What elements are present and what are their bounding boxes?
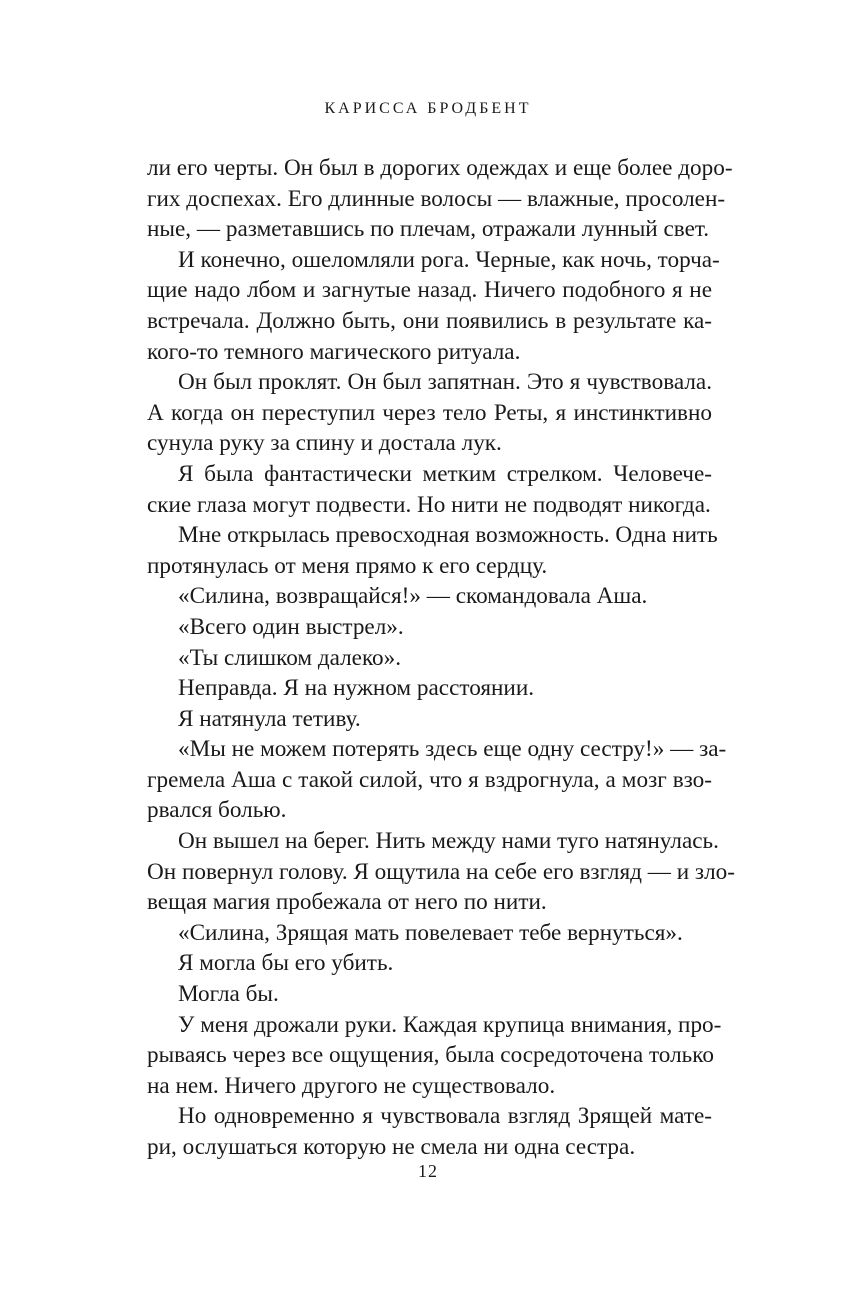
text-line: ные, — разметавшись по плечам, отражали лунный свет. <box>147 216 710 243</box>
text-line: ри, ослушаться которую не смела ни одна сестра. <box>147 1134 636 1160</box>
text-line: А когда он переступил через тело Реты, я инстинктивно <box>147 399 712 426</box>
text-line: рвался болью. <box>147 797 287 824</box>
text-line: «Мы не можем потерять здесь еще одну сестру!» — за- <box>178 736 727 763</box>
text-line: Я натянула тетиву. <box>178 705 361 732</box>
text-line: ли его черты. Он был в дорогих одеждах и еще более доро- <box>147 155 733 181</box>
page-number: 12 <box>418 1161 438 1181</box>
text-line: кого-то темного магического ритуала. <box>147 338 521 365</box>
text-line: Но одновременно я чувствовала взгляд Зрящей мате- <box>178 1103 712 1130</box>
text-line: встречала. Должно быть, они появились в результате ка- <box>147 307 712 334</box>
text-line: ские глаза могут подвести. Но нити не подводят никогда. <box>147 491 711 518</box>
text-line: Я была фантастически метким стрелком. Человече- <box>178 460 712 487</box>
text-line: И конечно, ошеломляли рога. Черные, как ночь, торча- <box>178 246 720 273</box>
text-line: гремела Аша с такой силой, что я вздрогнула, а мозг взо- <box>147 766 712 793</box>
text-line: вещая магия пробежала от него по нити. <box>147 889 547 916</box>
text-line: протянулась от меня прямо к его сердцу. <box>147 552 548 579</box>
text-line: сунула руку за спину и достала лук. <box>147 430 502 457</box>
text-line: Я могла бы его убить. <box>178 950 394 977</box>
text-line: щие надо лбом и загнутые назад. Ничего подобного я не <box>147 277 712 304</box>
text-line: «Силина, возвращайся!» — скомандовала Аша. <box>178 583 648 610</box>
text-line: Неправда. Я на нужном расстоянии. <box>178 675 535 702</box>
text-line: гих доспехах. Его длинные волосы — влажные, просолен- <box>147 185 726 212</box>
text-line: на нем. Ничего другого не существовало. <box>147 1072 556 1099</box>
text-line: «Всего один выстрел». <box>178 613 404 640</box>
text-line: Он был проклят. Он был запятнан. Это я чувствовала. <box>178 369 712 396</box>
text-line: «Ты слишком далеко». <box>178 644 402 671</box>
text-line: Могла бы. <box>178 981 279 1008</box>
text-line: Он повернул голову. Я ощутила на себе его взгляд — и зло- <box>147 858 735 885</box>
running-head: КАРИССА БРОДБЕНТ <box>324 100 532 117</box>
text-line: Он вышел на берег. Нить между нами туго натянулась. <box>178 828 719 855</box>
text-line: У меня дрожали руки. Каждая крупица внимания, про- <box>178 1011 722 1038</box>
text-line: Мне открылась превосходная возможность. Одна нить <box>178 522 718 549</box>
text-line: «Силина, Зрящая мать повелевает тебе вернуться». <box>178 919 683 946</box>
body-text <box>147 153 735 1163</box>
text-line: рываясь через все ощущения, была сосредоточена только <box>147 1042 714 1069</box>
